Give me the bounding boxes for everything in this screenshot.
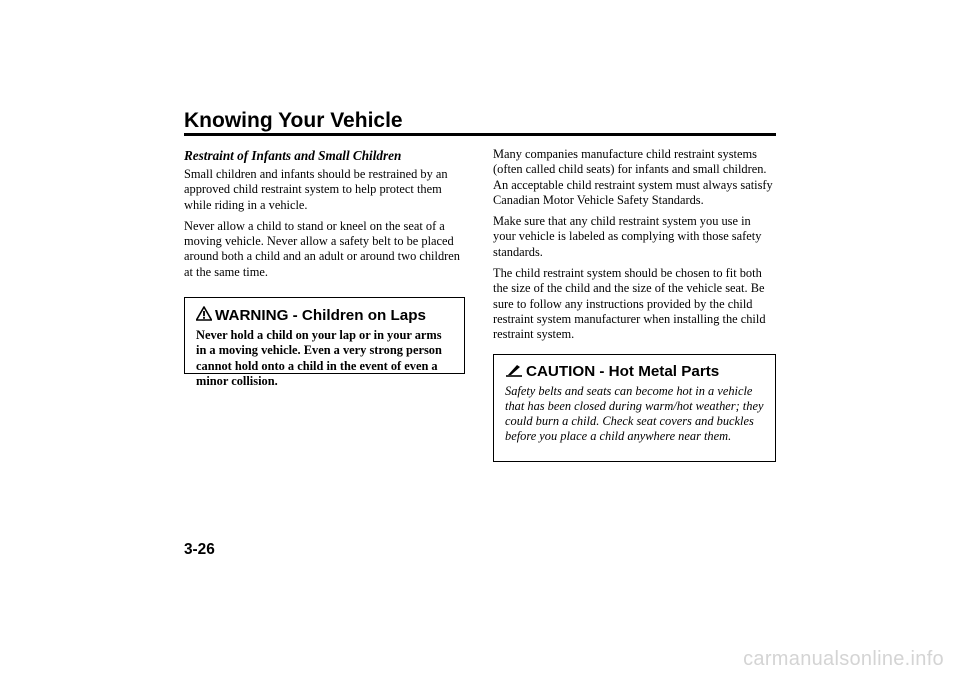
paragraph: Many companies manufacture child restraint systems (often called child seats) for infants and small children. An acceptable child restraint system must always satisfy Canadian Motor Vehicle Safety Standards.	[493, 147, 773, 207]
warning-box	[184, 297, 465, 388]
page-title: Knowing Your Vehicle	[184, 109, 403, 132]
caution-title: CAUTION - Hot Metal Parts	[526, 363, 720, 381]
page-number: 3-26	[184, 541, 215, 558]
header-rule	[184, 133, 776, 136]
section-heading: Restraint of Infants and Small Children	[184, 148, 402, 163]
caution-slash-icon	[505, 363, 523, 382]
caution-body: Safety belts and seats can become hot in a vehicle that has been closed during warm/hot weather; they could burn a child. Check seat covers and buckles before you place a child anywhere near them.	[505, 383, 764, 444]
caution-title-row	[505, 363, 765, 382]
paragraph: Never allow a child to stand or kneel on the seat of a moving vehicle. Never allow a safety belt to be placed around both a child and an adult or around two children at the same time.	[184, 218, 460, 279]
paragraph: Small children and infants should be restrained by an approved child restraint system to help protect them while riding in a vehicle.	[184, 167, 448, 212]
watermark-text: carmanualsonline.info	[743, 648, 944, 670]
paragraph: Make sure that any child restraint system you use in your vehicle is labeled as complying with those safety standards.	[493, 214, 762, 259]
caution-box	[493, 354, 776, 462]
right-column	[493, 147, 776, 462]
warning-title: WARNING - Children on Laps	[215, 307, 426, 325]
warning-title-row	[196, 306, 454, 326]
warning-body: Never hold a child on your lap or in your arms in a moving vehicle. Even a very strong person cannot hold onto a child in the event of even a minor collision.	[196, 328, 442, 388]
left-column	[184, 147, 465, 388]
page-header	[184, 108, 776, 134]
warning-triangle-icon	[196, 306, 212, 326]
paragraph: The child restraint system should be chosen to fit both the size of the child and the size of the vehicle seat. Be sure to follow any instructions provided by the child restraint system manufacturer when installing the child restraint system.	[493, 266, 766, 342]
